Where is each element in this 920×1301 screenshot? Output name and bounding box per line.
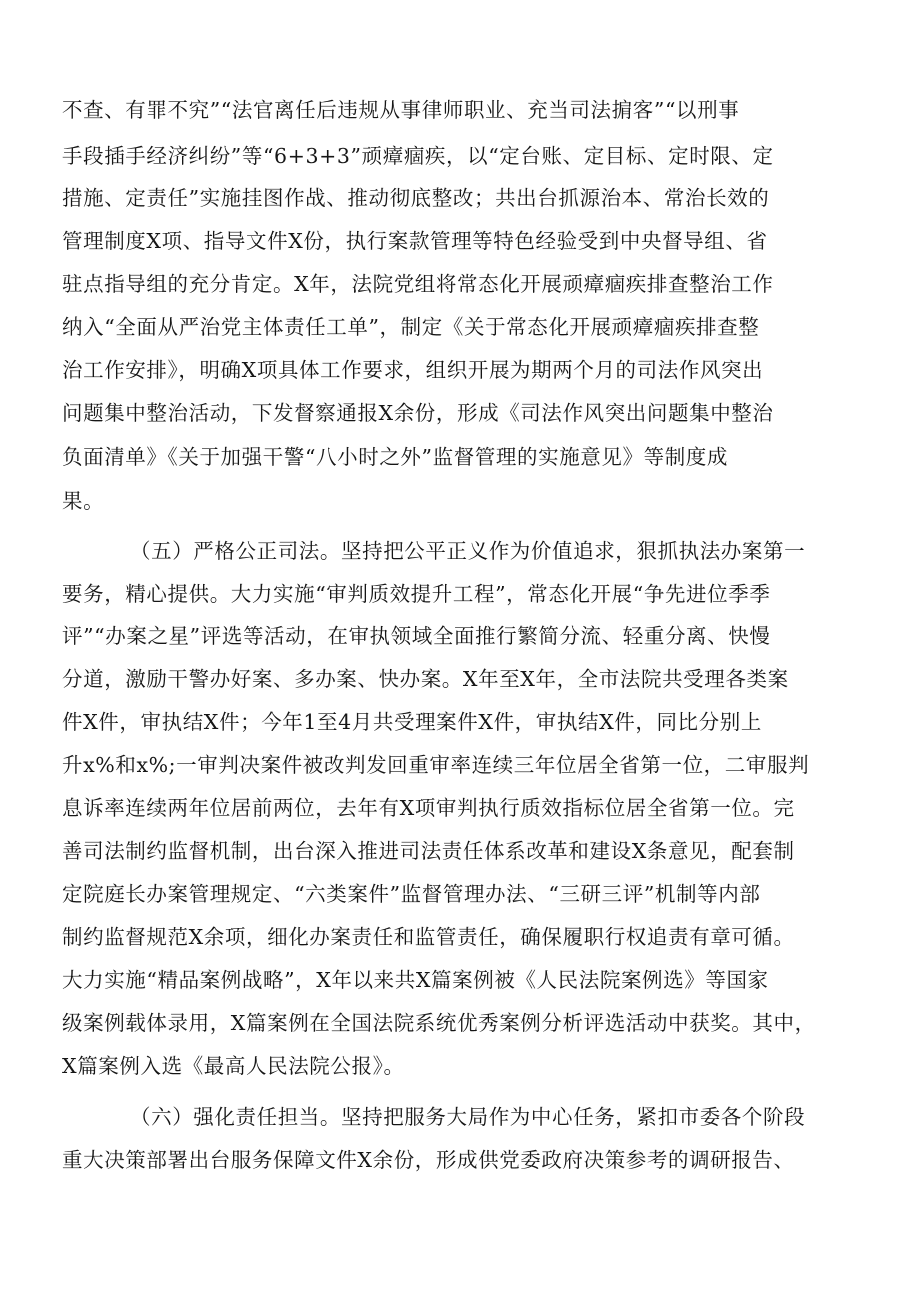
text-line: 善司法制约监督机制，出台深入推进司法责任体系改革和建设X条意见，配套制 (62, 839, 795, 863)
text-line: X篇案例入选《最高人民法院公报》。 (62, 1054, 405, 1078)
text-line: 不查、有罪不究”“法官离任后违规从事律师职业、充当司法掮客”“以刑事 (62, 98, 740, 122)
text-line: 措施、定责任”实施挂图作战、推动彻底整改；共出台抓源治本、常治长效的 (62, 186, 770, 210)
text-line: 要务，精心提供。大力实施“审判质效提升工程”，常态化开展“争先进位季季 (62, 582, 771, 606)
text-line: 息诉率连续两年位居前两位，去年有X项审判执行质效指标位居全省第一位。完 (62, 796, 795, 820)
text-line: 治工作安排》，明确X项具体工作要求，组织开展为期两个月的司法作风突出 (62, 358, 764, 382)
text-line: 评”“办案之星”评选等活动，在审执领域全面推行繁简分流、轻重分离、快慢 (62, 624, 771, 648)
text-line: 分道，激励干警办好案、多办案、快办案。X年至X年，全市法院共受理各类案 (62, 667, 789, 691)
text-line: 驻点指导组的充分肯定。X年，法院党组将常态化开展顽瘴痼疾排查整治工作 (62, 272, 774, 296)
text-line: 负面清单》《关于加强干警“八小时之外”监督管理的实施意见》等制度成 (62, 445, 729, 469)
text-line: 大力实施“精品案例战略”，X年以来共X篇案例被《人民法院案例选》等国家 (62, 968, 769, 992)
text-line: 升x%和x%;一审判决案件被改判发回重审率连续三年位居全省第一位，二审服判 (62, 753, 810, 777)
text-line: 果。 (62, 489, 105, 513)
text-line: 纳入“全面从严治党主体责任工单”，制定《关于常态化开展顽瘴痼疾排查整 (62, 315, 760, 339)
text-line: 定院庭长办案管理规定、“六类案件”监督管理办法、“三研三评”机制等内部 (62, 882, 761, 906)
text-line: 级案例载体录用，X篇案例在全国法院系统优秀案例分析评选活动中获奖。其中， (62, 1011, 816, 1035)
text-line: 管理制度X项、指导文件X份，执行案款管理等特色经验受到中央督导组、省 (62, 229, 768, 253)
text-line: 件X件，审执结X件；今年1至4月共受理案件X件，审执结X件，同比分别上 (62, 710, 762, 734)
paragraph-heading-6: （六）强化责任担当。坚持把服务大局作为中心任务，紧扣市委各个阶段 (130, 1105, 806, 1129)
text-line: 制约监督规范X余项，细化办案责任和监管责任，确保履职行权追责有章可循。 (62, 925, 795, 949)
text-line: 重大决策部署出台服务保障文件X余份，形成供党委政府决策参考的调研报告、 (62, 1148, 795, 1172)
text-line: 问题集中整治活动，下发督察通报X余份，形成《司法作风突出问题集中整治 (62, 401, 774, 425)
text-line: 手段插手经济纠纷”等“6+3+3”顽瘴痼疾，以“定台账、定目标、定时限、定 (62, 144, 774, 168)
paragraph-heading-5: （五）严格公正司法。坚持把公平正义作为价值追求，狠抓执法办案第一 (130, 539, 806, 563)
